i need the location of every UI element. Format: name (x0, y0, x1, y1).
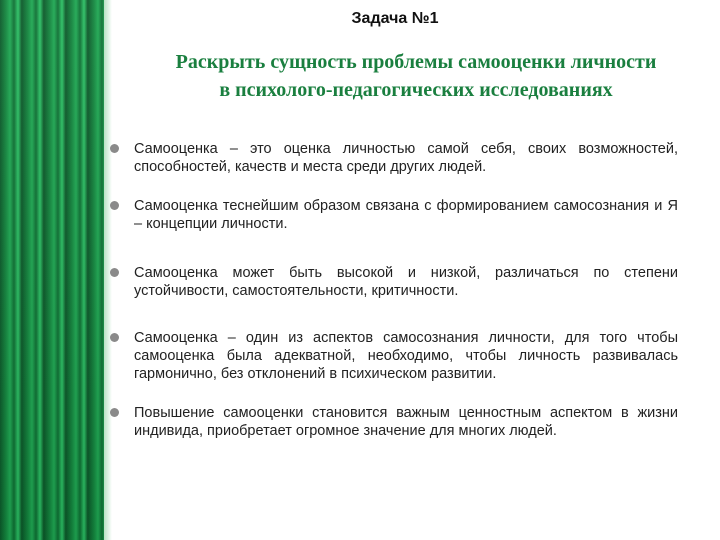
slide-title-line-1: Раскрыть сущность проблемы самооценки личности (175, 51, 657, 73)
bullet-dot-icon (110, 333, 119, 342)
bullet-text: Самооценка теснейшим образом связана с формированием самосознания и Я – концепции личности. (134, 198, 678, 232)
decorative-green-band (0, 0, 104, 540)
bullet-text: Самооценка может быть высокой и низкой, различаться по степени устойчивости, самостоятельности, критичности. (134, 265, 678, 299)
bullet-item (108, 329, 678, 383)
bullet-item (108, 140, 678, 176)
task-title: Задача №1 (351, 10, 439, 27)
bullet-dot-icon (110, 408, 119, 417)
bullet-list (108, 140, 678, 461)
bullet-dot-icon (110, 201, 119, 210)
bullet-dot-icon (110, 144, 119, 153)
bullet-text: Повышение самооценки становится важным ценностным аспектом в жизни индивида, приобретает огромное значение для многих людей. (134, 405, 678, 439)
bullet-text: Самооценка – это оценка личностью самой себя, своих возможностей, способностей, качеств и места среди других людей. (134, 141, 678, 175)
slide-title (118, 48, 714, 104)
bullet-item (108, 404, 678, 440)
bullet-item (108, 264, 678, 300)
bullet-text: Самооценка – один из аспектов самосознания личности, для того чтобы самооценка была адекватной, необходимо, чтобы личность развивалась гармонично, без отклонений в психическом развитии. (134, 330, 678, 382)
bullet-item (108, 197, 678, 233)
bullet-dot-icon (110, 268, 119, 277)
slide-title-line-2: в психолого-педагогических исследованиях (219, 79, 613, 101)
